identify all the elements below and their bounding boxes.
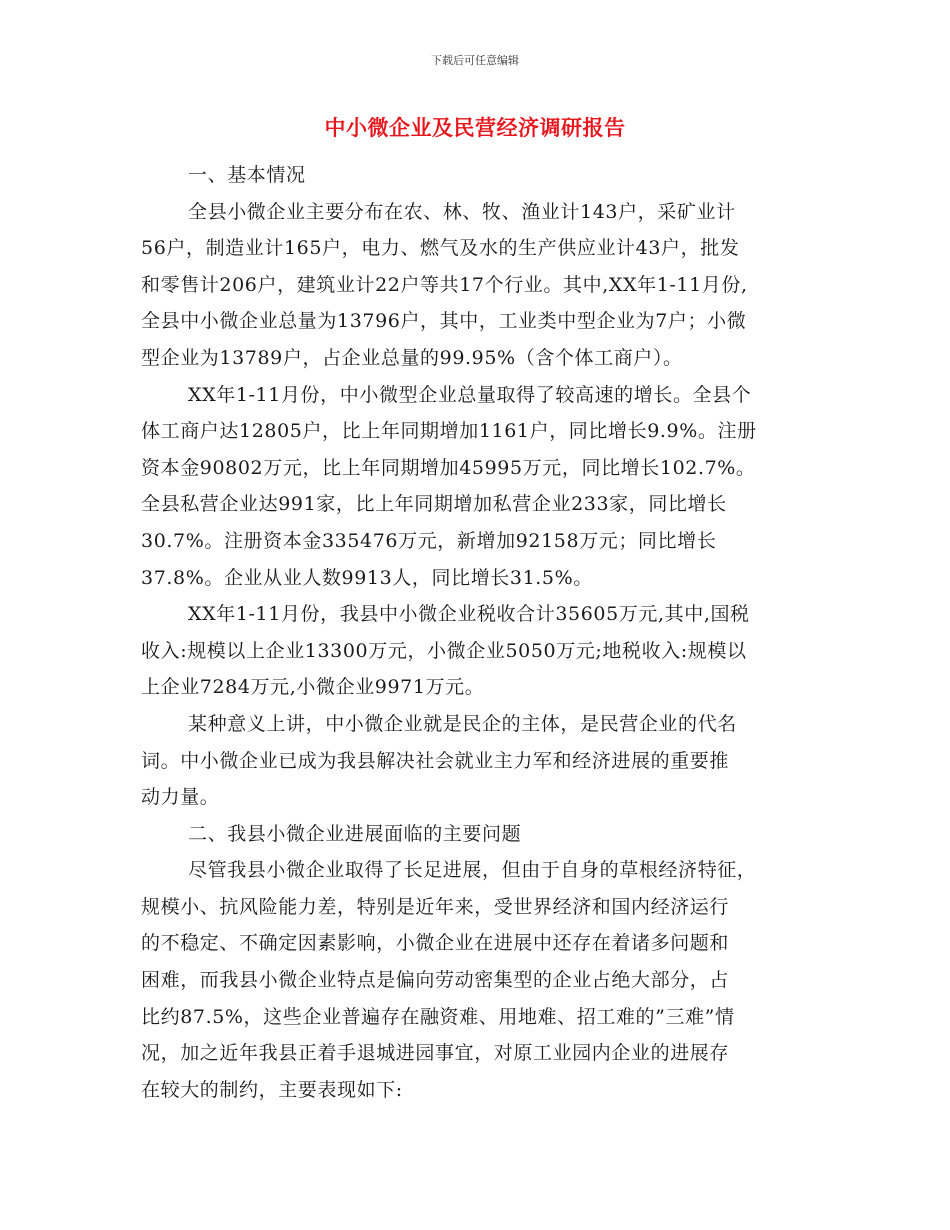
text-line: 型企业为13789户，占企业总量的99.95%（含个体工商户）。 <box>141 346 683 369</box>
text-line: 全县私营企业达991家，比上年同期增加私营企业233家，同比增长 <box>141 493 727 516</box>
text-line: 二、我县小微企业进展面临的主要问题 <box>188 822 522 845</box>
text-line: 在较大的制约，主要表现如下: <box>141 1078 403 1101</box>
text-line: 和零售计206户，建筑业计22户等共17个行业。其中,XX年1-11月份, <box>141 273 748 296</box>
text-line: 规模小、抗风险能力差，特别是近年来，受世界经济和国内经济运行 <box>141 895 730 918</box>
text-line: 某种意义上讲，中小微企业就是民企的主体，是民营企业的代名 <box>188 712 737 735</box>
text-line: 动力量。 <box>141 786 220 809</box>
text-line: 尽管我县小微企业取得了长足进展，但由于自身的草根经济特征， <box>188 859 757 882</box>
text-line: 况，加之近年我县正着手退城进园事宜，对原工业园内企业的进展存 <box>141 1042 730 1065</box>
text-line: 资本金90802万元，比上年同期增加45995万元，同比增长102.7%。 <box>141 456 756 479</box>
text-line: 全县中小微企业总量为13796户，其中，工业类中型企业为7户；小微 <box>141 310 747 333</box>
text-line: XX年1-11月份，我县中小微企业税收合计35605万元,其中,国税 <box>188 603 750 626</box>
text-line: 全县小微企业主要分布在农、林、牧、渔业计143户，采矿业计 <box>188 200 736 223</box>
text-line: 困难，而我县小微企业特点是偏向劳动密集型的企业占绝大部分，占 <box>141 969 730 992</box>
text-line: 比约87.5%，这些企业普遍存在融资难、用地难、招工难的”三难”情 <box>141 1005 735 1028</box>
text-line: 37.8%。企业从业人数9913人，同比增长31.5%。 <box>141 566 593 589</box>
text-line: 一、基本情况 <box>188 164 306 186</box>
text-line: 上企业7284万元,小微企业9971万元。 <box>141 676 485 699</box>
text-line: 30.7%。注册资本金335476万元，新增加92158万元；同比增长 <box>141 529 717 552</box>
text-line: 词。中小微企业已成为我县解决社会就业主力军和经济进展的重要推 <box>141 749 730 772</box>
document-title: 中小微企业及民营经济调研报告 <box>324 116 626 140</box>
text-line: 的不稳定、不确定因素影响，小微企业在进展中还存在着诸多问题和 <box>141 932 730 955</box>
header-note: 下载后可任意编辑 <box>431 54 519 67</box>
text-line: 体工商户达12805户，比上年同期增加1161户，同比增长9.9%。注册 <box>141 420 757 443</box>
text-line: XX年1-11月份，中小微型企业总量取得了较高速的增长。全县个 <box>188 383 752 406</box>
text-line: 56户，制造业计165户，电力、燃气及水的生产供应业计43户，批发 <box>141 237 740 260</box>
document-body <box>141 157 821 1108</box>
text-line: 收入:规模以上企业13300万元，小微企业5050万元;地税收入:规模以 <box>141 639 747 662</box>
